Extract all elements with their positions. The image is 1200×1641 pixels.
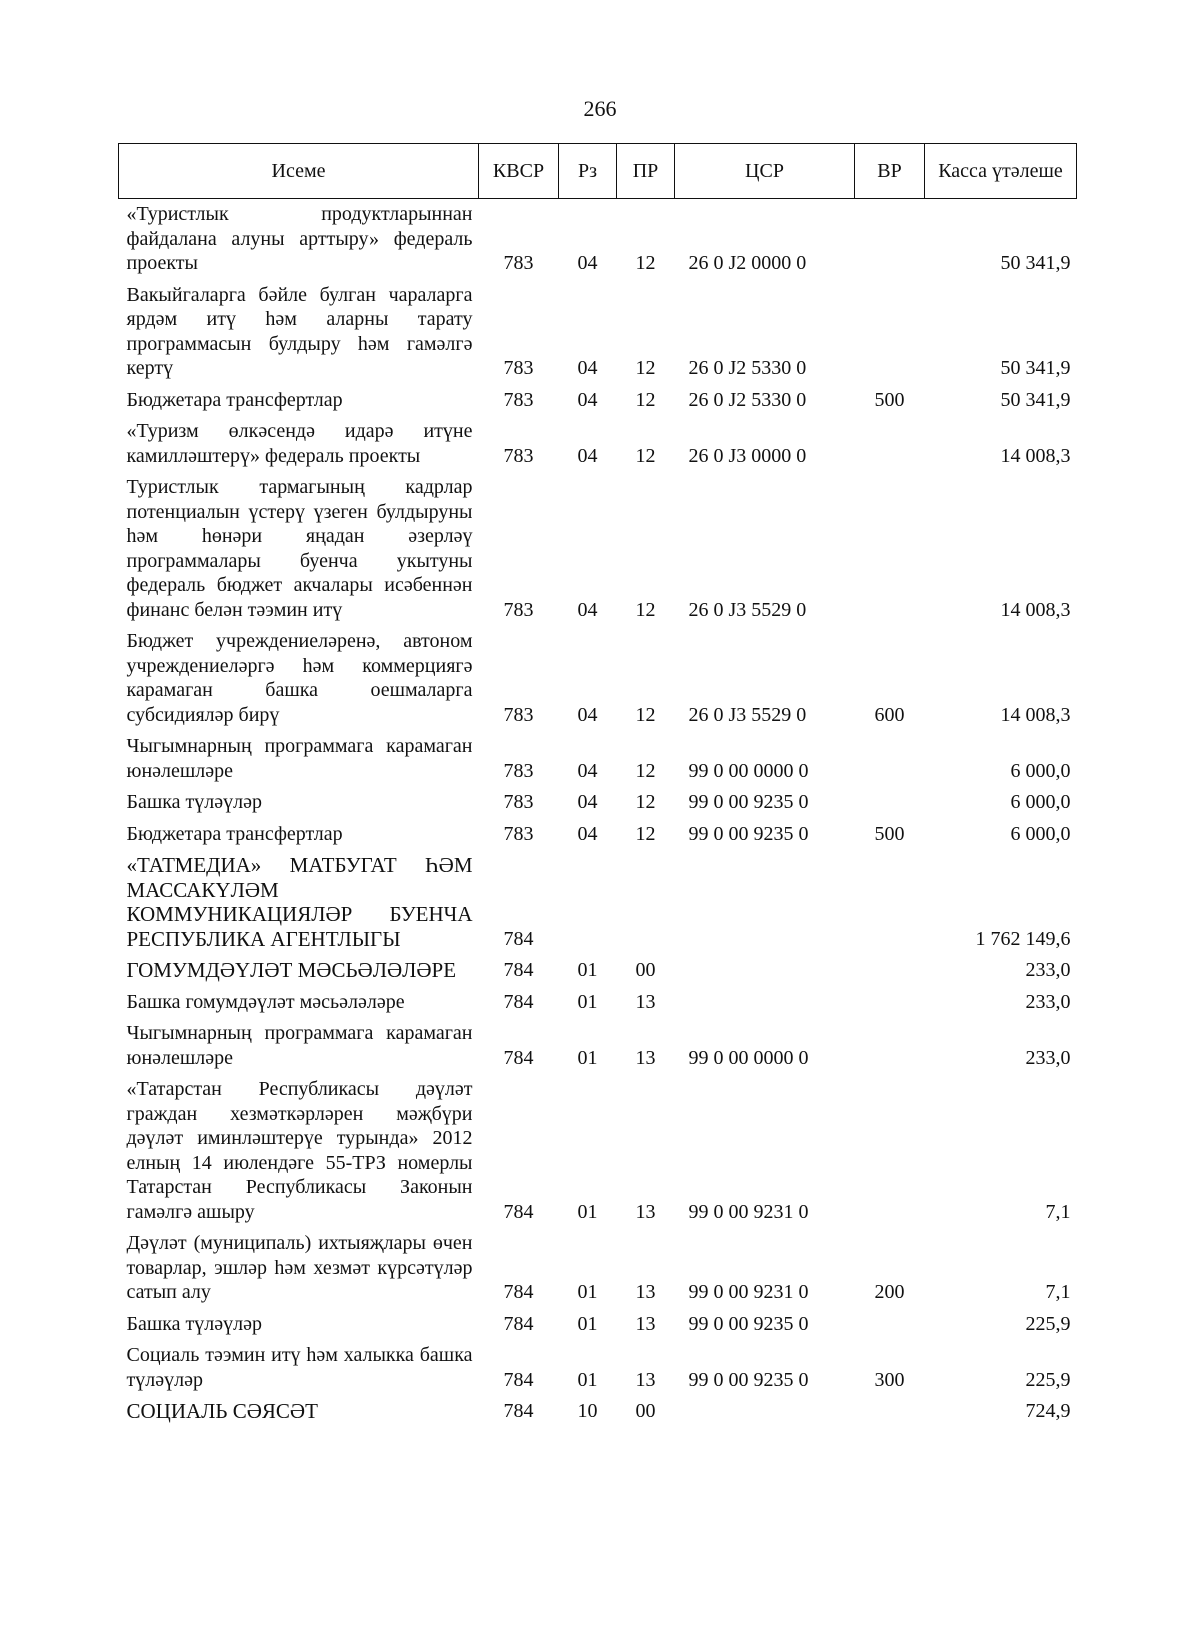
row-vr	[855, 280, 925, 385]
table-body	[119, 199, 1077, 1428]
row-rz: 01	[577, 1368, 598, 1391]
row-vr	[855, 472, 925, 626]
row-name: Бюджетара трансфертлар	[126, 388, 343, 411]
row-vr	[855, 1074, 925, 1228]
row-kvsr: 784	[503, 1312, 534, 1335]
row-kvsr: 783	[503, 598, 534, 621]
table-row	[119, 416, 1077, 472]
row-name: Чыгымнарның программага карамаган юнәлешләре	[126, 735, 473, 782]
row-amount: 7,1	[1045, 1281, 1071, 1303]
table-row	[119, 1309, 1077, 1341]
row-pr: 13	[635, 1281, 656, 1303]
row-name: Башка түләүләр	[126, 791, 263, 813]
header-name: Исеме	[119, 144, 479, 199]
row-vr: 600	[874, 703, 905, 726]
row-kvsr: 784	[503, 959, 534, 981]
table-row	[119, 280, 1077, 385]
table-row	[119, 987, 1077, 1019]
header-pr: ПР	[617, 144, 675, 199]
row-pr: 12	[635, 444, 656, 467]
row-kvsr: 783	[503, 444, 534, 467]
header-row	[119, 144, 1077, 199]
row-vr	[855, 1309, 925, 1341]
row-csr	[675, 850, 855, 955]
row-rz: 04	[577, 357, 598, 379]
row-amount: 50 341,9	[1000, 252, 1071, 274]
page-number: 266	[583, 96, 617, 121]
header-kassa: Касса үтәлеше	[925, 144, 1077, 199]
row-kvsr: 784	[503, 1400, 534, 1422]
row-csr: 99 0 00 9231 0	[688, 1200, 809, 1223]
row-csr: 99 0 00 9235 0	[688, 1312, 809, 1335]
row-kvsr: 784	[503, 1200, 534, 1223]
row-amount: 1 762 149,6	[975, 927, 1071, 950]
row-csr: 26 0 J2 5330 0	[688, 357, 807, 379]
row-rz: 04	[577, 791, 598, 813]
row-amount: 7,1	[1045, 1200, 1071, 1223]
row-csr: 99 0 00 9235 0	[688, 791, 809, 813]
row-rz: 01	[577, 1312, 598, 1335]
table-header	[119, 144, 1077, 199]
row-rz: 01	[577, 1281, 598, 1303]
row-amount: 6 000,0	[1010, 791, 1071, 813]
row-kvsr: 784	[503, 1368, 534, 1391]
row-kvsr: 783	[503, 388, 534, 411]
table-row	[119, 626, 1077, 731]
row-rz: 01	[577, 990, 598, 1013]
row-pr: 00	[635, 1400, 656, 1422]
row-rz: 01	[577, 1046, 598, 1069]
row-vr	[855, 199, 925, 280]
row-vr	[855, 416, 925, 472]
row-rz: 01	[577, 1200, 598, 1223]
row-pr: 12	[635, 703, 656, 726]
row-vr	[855, 1018, 925, 1074]
row-amount: 50 341,9	[1000, 388, 1071, 411]
row-csr: 26 0 J3 5529 0	[688, 703, 807, 726]
table-row	[119, 472, 1077, 626]
table-row	[119, 1228, 1077, 1309]
row-pr	[617, 850, 675, 955]
row-amount: 233,0	[1025, 1046, 1071, 1069]
row-rz: 10	[577, 1400, 598, 1422]
row-name: Бюджет учреждениеләренә, автоном учреждениеләргә һәм коммерциягә карамаган башка оешмаларга субсидияләр бирү	[126, 630, 473, 726]
row-vr	[855, 850, 925, 955]
row-kvsr: 783	[503, 252, 534, 274]
row-amount: 225,9	[1025, 1368, 1071, 1391]
row-amount: 6 000,0	[1010, 822, 1071, 845]
row-pr: 00	[635, 959, 656, 981]
row-rz: 04	[577, 822, 598, 845]
header-kvsr: КВСР	[479, 144, 559, 199]
row-rz	[559, 850, 617, 955]
row-csr: 99 0 00 9235 0	[688, 822, 809, 845]
row-csr: 26 0 J2 0000 0	[688, 252, 807, 274]
table-row	[119, 385, 1077, 417]
row-vr	[855, 955, 925, 987]
row-amount: 6 000,0	[1010, 759, 1071, 782]
table-row	[119, 1074, 1077, 1228]
row-rz: 04	[577, 703, 598, 726]
row-amount: 225,9	[1025, 1312, 1071, 1335]
row-vr	[855, 787, 925, 819]
row-kvsr: 783	[503, 357, 534, 379]
row-rz: 04	[577, 388, 598, 411]
row-name: Социаль тәэмин итү һәм халыкка башка түләүләр	[126, 1344, 473, 1391]
row-name: Туристлык тармагының кадрлар потенциалын үстерү үзеген булдыруны һәм һөнәри яңадан әзерләү программалары буенча укытуны федераль бюджет акчалары исәбеннән финанс белән тәэмин итү	[126, 476, 473, 621]
row-pr: 12	[635, 822, 656, 845]
row-pr: 13	[635, 1200, 656, 1223]
row-pr: 12	[635, 598, 656, 621]
row-rz: 01	[577, 959, 598, 981]
row-amount: 233,0	[1025, 990, 1071, 1013]
row-csr	[675, 955, 855, 987]
row-csr: 99 0 00 0000 0	[688, 759, 809, 782]
row-kvsr: 784	[503, 927, 534, 950]
row-amount: 233,0	[1025, 959, 1071, 981]
row-name: «Татарстан Республикасы дәүләт граждан хезмәткәрләрен мәҗбүри дәүләт иминләштерүе турында» 2012 елның 14 июлендәге 55-ТРЗ номерлы Татарстан Республикасы Законын гамәлгә ашыру	[126, 1078, 473, 1223]
row-pr: 13	[635, 1046, 656, 1069]
row-kvsr: 783	[503, 791, 534, 813]
header-rz: Рз	[559, 144, 617, 199]
row-pr: 12	[635, 357, 656, 379]
row-pr: 13	[635, 990, 656, 1013]
row-name: Дәүләт (муниципаль) ихтыяҗлары өчен товарлар, эшләр һәм хезмәт күрсәтүләр сатып алу	[126, 1232, 473, 1303]
row-kvsr: 783	[503, 759, 534, 782]
row-kvsr: 784	[503, 1046, 534, 1069]
table-row	[119, 199, 1077, 280]
row-pr: 13	[635, 1368, 656, 1391]
row-name: «ТАТМЕДИА» МАТБУГАТ ҺӘМ МАССАКҮЛӘМ КОММУНИКАЦИЯЛӘР БУЕНЧА РЕСПУБЛИКА АГЕНТЛЫГЫ	[126, 853, 473, 951]
table-row	[119, 787, 1077, 819]
row-vr: 300	[874, 1368, 905, 1391]
row-csr: 26 0 J3 5529 0	[688, 598, 807, 621]
row-name: Башка гомумдәүләт мәсьәләләре	[126, 990, 405, 1013]
table-row	[119, 819, 1077, 851]
row-csr: 99 0 00 9231 0	[688, 1281, 809, 1303]
row-amount: 14 008,3	[1000, 598, 1071, 621]
row-name: ГОМУМДӘҮЛӘТ МӘСЬӘЛӘЛӘРЕ	[126, 958, 457, 982]
row-pr: 12	[635, 791, 656, 813]
row-name: СОЦИАЛЬ СӘЯСӘТ	[126, 1399, 318, 1423]
row-csr: 26 0 J3 0000 0	[688, 444, 807, 467]
row-vr	[855, 1396, 925, 1428]
row-name: Чыгымнарның программага карамаган юнәлешләре	[126, 1022, 473, 1069]
row-csr: 99 0 00 9235 0	[688, 1368, 809, 1391]
row-pr: 13	[635, 1312, 656, 1335]
row-vr: 500	[874, 822, 905, 845]
budget-table	[118, 143, 1077, 1428]
header-csr: ЦСР	[675, 144, 855, 199]
row-pr: 12	[635, 759, 656, 782]
table-row	[119, 731, 1077, 787]
row-vr: 200	[874, 1281, 905, 1303]
row-csr	[675, 987, 855, 1019]
row-pr: 12	[635, 252, 656, 274]
row-csr: 26 0 J2 5330 0	[688, 388, 807, 411]
row-name: «Туристлык продуктларыннан файдалана алуны арттыру» федераль проекты	[126, 203, 473, 274]
row-vr	[855, 731, 925, 787]
table-row	[119, 955, 1077, 987]
table-row	[119, 1396, 1077, 1428]
row-kvsr: 784	[503, 990, 534, 1013]
row-csr	[675, 1396, 855, 1428]
row-name: Башка түләүләр	[126, 1312, 263, 1335]
row-amount: 724,9	[1025, 1400, 1071, 1422]
header-vr: ВР	[855, 144, 925, 199]
row-pr: 12	[635, 388, 656, 411]
table-row	[119, 1340, 1077, 1396]
row-rz: 04	[577, 759, 598, 782]
table-row	[119, 850, 1077, 955]
row-amount: 14 008,3	[1000, 703, 1071, 726]
row-kvsr: 783	[503, 703, 534, 726]
row-vr	[855, 987, 925, 1019]
row-rz: 04	[577, 598, 598, 621]
row-name: Вакыйгаларга бәйле булган чараларга ярдәм итү һәм аларны тарату программасын булдыру һәм гамәлгә кертү	[126, 283, 473, 379]
row-kvsr: 784	[503, 1281, 534, 1303]
row-vr: 500	[874, 388, 905, 411]
row-amount: 50 341,9	[1000, 357, 1071, 379]
row-name: «Туризм өлкәсендә идарә итүне камилләштерү» федераль проекты	[126, 420, 473, 467]
row-amount: 14 008,3	[1000, 444, 1071, 467]
row-csr: 99 0 00 0000 0	[688, 1046, 809, 1069]
row-name: Бюджетара трансфертлар	[126, 822, 343, 845]
table-row	[119, 1018, 1077, 1074]
row-rz: 04	[577, 444, 598, 467]
row-rz: 04	[577, 252, 598, 274]
row-kvsr: 783	[503, 822, 534, 845]
